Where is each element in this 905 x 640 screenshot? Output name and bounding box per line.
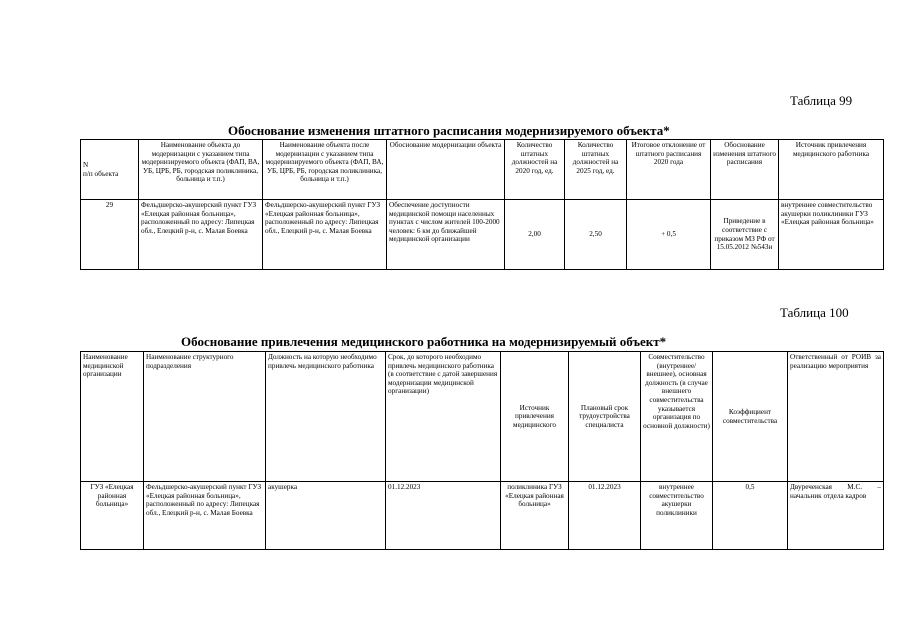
table-cell: Фельдшерско-акушерский пункт ГУЗ «Елецкая районная больница», расположенный по адресу: Липецкая обл., Елецкий р-н, с. Малая Боевка <box>263 200 387 270</box>
table-cell: 01.12.2023 <box>386 482 501 550</box>
header-cell: Наименование объекта после модернизации с указанием типа модернизируемого объекта (ФАП, ВА, УБ, ЦРБ, РБ, городская поликлиника, больница и т.п.) <box>263 140 387 200</box>
header-cell: N п/п объекта <box>81 140 139 200</box>
table-99-header-row <box>81 140 884 200</box>
table-cell: акушерка <box>266 482 386 550</box>
table-cell: внутреннее совместительство акушерки поликлиники <box>641 482 713 550</box>
header-cell: Количество штатных должностей на 2020 год, ед. <box>505 140 565 200</box>
header-cell: Совместительство (внутреннее/внешнее), основная должность (в случае внешнего совместительства указывается организация по основной должности) <box>641 352 713 482</box>
header-cell: Обоснование изменения штатного расписания <box>711 140 779 200</box>
table-cell: Двуреченская М.С. – начальник отдела кадров <box>788 482 884 550</box>
header-cell: Плановый срок трудоустройства специалиста <box>569 352 641 482</box>
table-100-header-row <box>81 352 884 482</box>
header-cell: Источник привлечения медицинского работника <box>779 140 884 200</box>
table-cell: 2,50 <box>565 200 627 270</box>
table-cell: 0,5 <box>713 482 788 550</box>
table-row <box>81 200 884 270</box>
table-cell: + 0,5 <box>627 200 711 270</box>
table-100-label: Таблица 100 <box>780 305 849 320</box>
table-cell: ГУЗ «Елецкая районная больница» <box>81 482 144 550</box>
table-cell: Фельдшерско-акушерский пункт ГУЗ «Елецкая районная больница», расположенный по адресу: Липецкая обл., Елецкий р-н, с. Малая Боевка <box>144 482 266 550</box>
table-99 <box>80 139 884 270</box>
table-99-title: Обоснование изменения штатного расписания модернизируемого объекта* <box>228 123 670 138</box>
table-cell: Обеспечение доступности медицинской помощи населенных пунктах с числом жителей 100-2000 человек: 6 км до ближайшей медицинской организации <box>387 200 505 270</box>
table-cell: Фельдшерско-акушерский пункт ГУЗ «Елецкая районная больница», расположенный по адресу: Липецкая обл., Елецкий р-н, с. Малая Боевка <box>139 200 263 270</box>
header-cell: Коэффициент совместительства <box>713 352 788 482</box>
table-cell: 01.12.2023 <box>569 482 641 550</box>
table-cell: 2,00 <box>505 200 565 270</box>
header-cell: Источник привлечения медицинского <box>501 352 569 482</box>
table-row <box>81 482 884 550</box>
header-cell: Должность на которую необходимо привлечь медицинского работника <box>266 352 386 482</box>
header-cell: Обоснование модернизации объекта <box>387 140 505 200</box>
table-100-title: Обоснование привлечения медицинского работника на модернизируемый объект* <box>181 334 667 349</box>
header-cell: Итоговое отклонение от штатного расписания 2020 года <box>627 140 711 200</box>
header-cell: Наименование медицинской организации <box>81 352 144 482</box>
table-100 <box>80 351 884 550</box>
table-cell: внутреннее совместительство акушерки поликлиники ГУЗ «Елецкая районная больница» <box>779 200 884 270</box>
table-cell: поликлиника ГУЗ «Елецкая районная больница» <box>501 482 569 550</box>
table-99-label: Таблица 99 <box>790 93 853 108</box>
table-cell: Приведение в соответствие с приказом МЗ РФ от 15.05.2012 №543н <box>711 200 779 270</box>
header-cell: Наименование структурного подразделения <box>144 352 266 482</box>
header-cell: Наименование объекта до модернизации с указанием типа модернизируемого объекта (ФАП, ВА, УБ, ЦРБ, РБ, городская поликлиника, больница и т.п.) <box>139 140 263 200</box>
header-cell: Количество штатных должностей на 2025 год, ед. <box>565 140 627 200</box>
header-cell: Ответственный от РОИВ за реализацию мероприятия <box>788 352 884 482</box>
header-cell: Срок, до которого необходимо привлечь медицинского работника (в соответствие с датой завершения модернизации медицинской организации) <box>386 352 501 482</box>
table-cell: 29 <box>81 200 139 270</box>
